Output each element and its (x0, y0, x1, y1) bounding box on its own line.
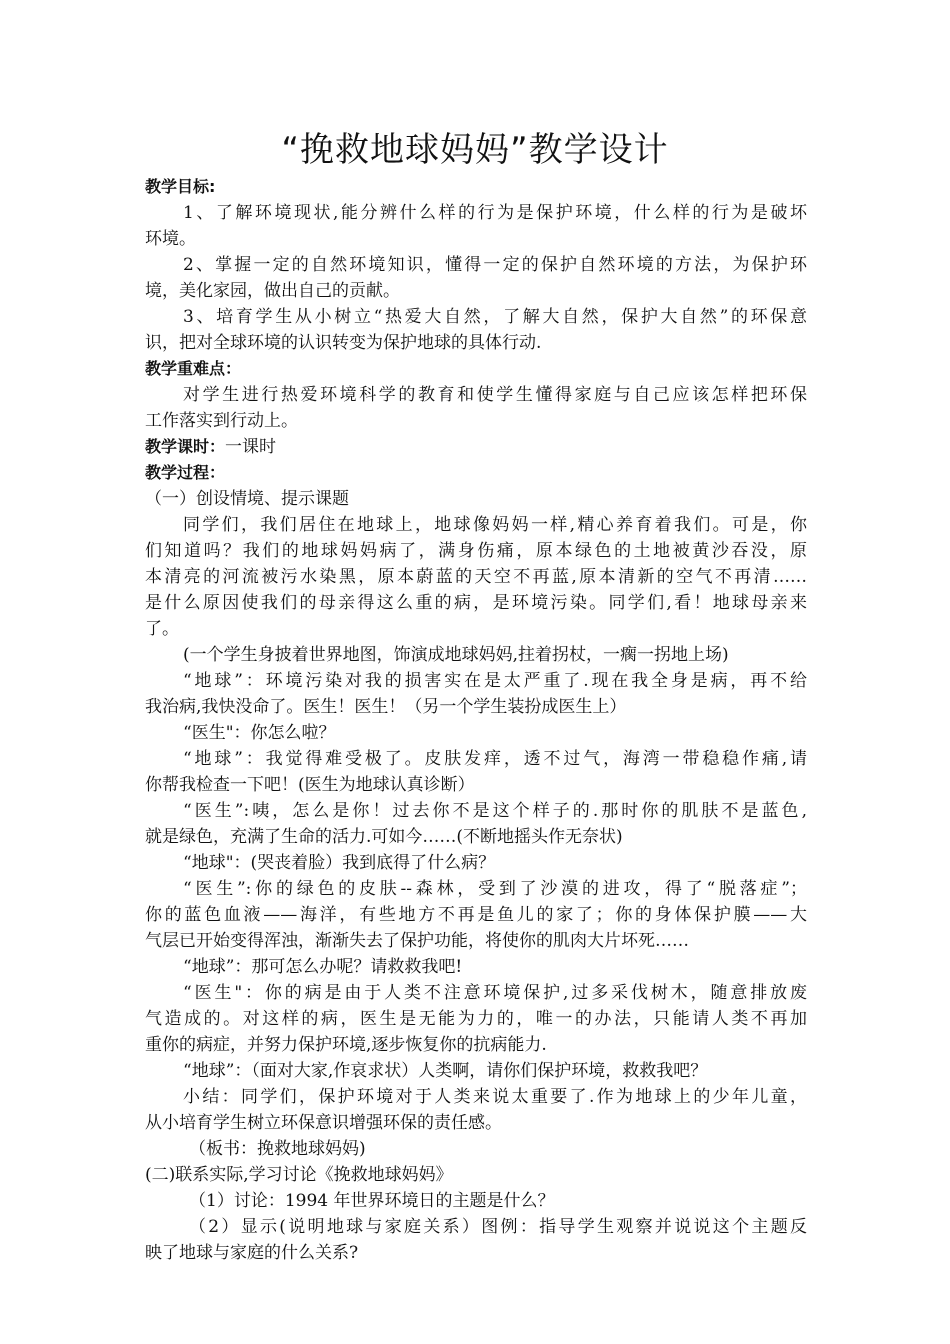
hours-value: 一课时 (225, 437, 277, 457)
document-title: “挽救地球妈妈”教学设计 (281, 130, 669, 170)
dialogue-8-line-1: “医生"：你的病是由于人类不注意环境保护,过多采伐树木，随意排放废 (183, 983, 807, 1003)
dialogue-1-line-1: “地球”：环境污染对我的损害实在是太严重了.现在我全身是病，再不给 (183, 671, 807, 691)
dialogue-2: “医生"：你怎么啦？ (183, 723, 336, 743)
dialogue-8-line-2: 气造成的。对这样的病，医生是无能为力的，唯一的办法，只能请人类不再加 (145, 1009, 807, 1029)
goal-3-line-1: 3、培育学生从小树立“热爱大自然，了解大自然，保护大自然”的环保意 (183, 307, 807, 327)
dialogue-6-line-2: 你的蓝色血液——海洋，有些地方不再是鱼儿的家了；你的身体保护膜——大 (145, 905, 807, 925)
question-1: （1）讨论：1994 年世界环境日的主题是什么？ (189, 1191, 555, 1211)
goal-3-line-2: 识，把对全球环境的认识转变为保护地球的具体行动. (145, 333, 542, 353)
dialogue-7: “地球”：那可怎么办呢？请救救我吧! (183, 957, 463, 977)
question-2-line-1: （2）显示(说明地球与家庭关系）图例：指导学生观察并说说这个主题反 (189, 1217, 807, 1237)
paragraph-1-line-2: 们知道吗？我们的地球妈妈病了，满身伤痛，原本绿色的土地被黄沙吞没，原 (145, 541, 807, 561)
part-2-title: (二)联系实际,学习讨论《挽救地球妈妈》 (145, 1165, 453, 1185)
document-body (145, 174, 807, 1266)
dialogue-9: “地球”：（面对大家,作哀求状）人类啊，请你们保护环境，救救我吧？ (183, 1061, 708, 1081)
dialogue-3-line-1: “地球”：我觉得难受极了。皮肤发痒，透不过气，海湾一带稳稳作痛,请 (183, 749, 807, 769)
dialogue-4-line-2: 就是绿色，充满了生命的活力.可如今……(不断地摇头作无奈状) (145, 827, 623, 847)
goal-1-line-1: 1、了解环境现状,能分辨什么样的行为是保护环境，什么样的行为是破坏 (183, 203, 807, 223)
board-note: （板书：挽救地球妈妈) (189, 1139, 366, 1159)
paragraph-1-line-5: 了。 (145, 619, 179, 639)
keypoints-heading: 教学重难点： (145, 359, 242, 378)
dialogue-3-line-2: 你帮我检查一下吧！(医生为地球认真诊断） (145, 775, 475, 795)
dialogue-6-line-3: 气层已开始变得浑浊，渐渐失去了保护功能，将使你的肌肉大片坏死…… (145, 931, 689, 951)
goals-heading: 教学目标: (145, 177, 216, 196)
goal-2-line-1: 2、掌握一定的自然环境知识，懂得一定的保护自然环境的方法，为保护环 (183, 255, 807, 275)
paragraph-1-line-1: 同学们，我们居住在地球上，地球像妈妈一样,精心养育着我们。可是，你 (183, 515, 807, 535)
paragraph-1-line-3: 本清亮的河流被污水染黑，原本蔚蓝的天空不再蓝,原本清新的空气不再清…… (145, 567, 807, 587)
summary-line-2: 从小培育学生树立环保意识增强环保的责任感。 (145, 1113, 502, 1133)
hours-heading: 教学课时： (145, 437, 226, 456)
dialogue-1-line-2: 我治病,我快没命了。医生！医生！（另一个学生装扮成医生上） (145, 697, 627, 717)
part-1-title: （一）创设情境、提示课题 (145, 489, 349, 509)
keypoints-line-1: 对学生进行热爱环境科学的教育和使学生懂得家庭与自己应该怎样把环保 (183, 385, 807, 405)
dialogue-5: “地球"：(哭丧着脸）我到底得了什么病？ (183, 853, 496, 873)
question-2-line-2: 映了地球与家庭的什么关系? (145, 1243, 359, 1263)
goal-1-line-2: 环境。 (145, 229, 196, 249)
dialogue-8-line-3: 重你的病症，并努力保护环境,逐步恢复你的抗病能力. (145, 1035, 547, 1055)
summary-line-1: 小结：同学们，保护环境对于人类来说太重要了.作为地球上的少年儿童， (183, 1087, 807, 1107)
process-heading: 教学过程： (145, 463, 226, 482)
goal-2-line-2: 境，美化家园，做出自己的贡献。 (145, 281, 400, 301)
keypoints-line-2: 工作落实到行动上。 (145, 411, 298, 431)
dialogue-6-line-1: “医生”:你的绿色的皮肤--森林，受到了沙漠的进攻，得了“脱落症”； (183, 879, 807, 899)
hours-row (145, 434, 807, 460)
paragraph-1-line-4: 是什么原因使我们的母亲得这么重的病，是环境污染。同学们,看！地球母亲来 (145, 593, 807, 613)
dialogue-4-line-1: “医生”:咦，怎么是你！过去你不是这个样子的.那时你的肌肤不是蓝色, (183, 801, 807, 821)
stage-direction: (一个学生身披着世界地图，饰演成地球妈妈,拄着拐杖，一瘸一拐地上场) (183, 645, 729, 665)
